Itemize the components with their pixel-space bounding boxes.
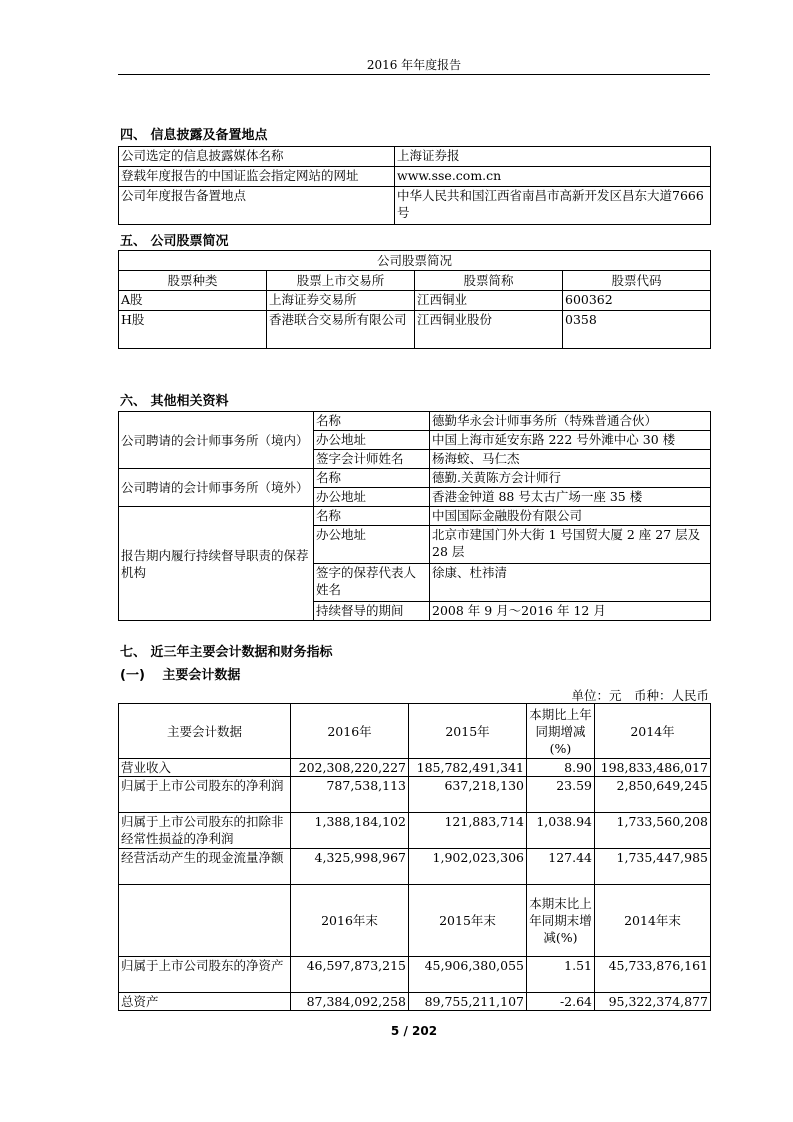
table-row: [119, 849, 711, 885]
row-value: 上海证券报: [395, 147, 711, 167]
table-cell: -2.64: [527, 993, 595, 1011]
field-value: 2008 年 9 月～2016 年 12 月: [430, 602, 711, 621]
table-title: 公司股票简况: [119, 251, 711, 271]
row-label: 公司年度报告备置地点: [119, 187, 395, 225]
field-key: 办公地址: [314, 526, 430, 564]
column-header: 股票种类: [119, 271, 267, 291]
table-cell: 121,883,714: [409, 813, 527, 849]
field-value: 德勤华永会计师事务所（特殊普通合伙）: [430, 412, 711, 431]
table-cell: A股: [119, 291, 267, 311]
row-label: 营业收入: [119, 759, 291, 777]
table-cell: 87,384,092,258: [291, 993, 409, 1011]
table-cell: 1,038.94: [527, 813, 595, 849]
row-label: 经营活动产生的现金流量净额: [119, 849, 291, 885]
table-cell: 23.59: [527, 777, 595, 813]
field-key: 签字会计师姓名: [314, 450, 430, 469]
table-row: [119, 813, 711, 849]
table-row: [119, 167, 711, 187]
column-header: 股票简称: [415, 271, 563, 291]
table-cell: 2,850,649,245: [595, 777, 711, 813]
field-key: 签字的保荐代表人姓名: [314, 564, 430, 602]
section-5-heading: 五、 公司股票简况: [120, 234, 229, 249]
table-cell: 45,733,876,161: [595, 957, 711, 993]
row-value: 中华人民共和国江西省南昌市高新开发区昌东大道7666号: [395, 187, 711, 225]
field-value: 徐康、杜祎清: [430, 564, 711, 602]
field-value: 香港金钟道 88 号太古广场一座 35 楼: [430, 488, 711, 507]
table-cell: 1,388,184,102: [291, 813, 409, 849]
table-cell: 1,902,023,306: [409, 849, 527, 885]
row-label: 总资产: [119, 993, 291, 1011]
field-key: 办公地址: [314, 488, 430, 507]
column-header: 2015年末: [409, 885, 527, 957]
field-value: 中国上海市延安东路 222 号外滩中心 30 楼: [430, 431, 711, 450]
table-cell: 127.44: [527, 849, 595, 885]
column-header: 主要会计数据: [119, 704, 291, 759]
table-row: [119, 759, 711, 777]
overseas-auditor-label: 公司聘请的会计师事务所（境外）: [119, 469, 314, 507]
row-label: 归属于上市公司股东的净利润: [119, 777, 291, 813]
table-cell: 1,733,560,208: [595, 813, 711, 849]
table-row: [119, 291, 711, 311]
section-4-heading: 四、 信息披露及备置地点: [120, 128, 268, 143]
column-header: 2015年: [409, 704, 527, 759]
column-header: 2014年: [595, 704, 711, 759]
table-cell: 185,782,491,341: [409, 759, 527, 777]
table-row: [119, 993, 711, 1011]
row-label: 归属于上市公司股东的净资产: [119, 957, 291, 993]
table-cell: 江西铜业: [415, 291, 563, 311]
table-cell: 95,322,374,877: [595, 993, 711, 1011]
table-cell: 787,538,113: [291, 777, 409, 813]
section-7-heading: 七、 近三年主要会计数据和财务指标: [120, 645, 333, 660]
sponsor-label: 报告期内履行持续督导职责的保荐机构: [119, 507, 314, 621]
column-header: 本期比上年同期增减(%): [527, 704, 595, 759]
table-row: [119, 469, 711, 488]
table-row: [119, 777, 711, 813]
page-header: 2016 年年度报告: [366, 58, 462, 72]
table-row: [119, 957, 711, 993]
table-cell: 198,833,486,017: [595, 759, 711, 777]
column-header: 2016年: [291, 704, 409, 759]
field-key: 名称: [314, 412, 430, 431]
table-cell: 香港联合交易所有限公司: [267, 311, 415, 349]
table-cell: 1.51: [527, 957, 595, 993]
header-divider: [118, 74, 710, 75]
table-cell: 600362: [563, 291, 711, 311]
field-value: 杨海蛟、马仁杰: [430, 450, 711, 469]
field-key: 名称: [314, 469, 430, 488]
table-cell: 8.90: [527, 759, 595, 777]
table-cell: 202,308,220,227: [291, 759, 409, 777]
financial-table: [118, 703, 711, 1011]
field-key: 持续督导的期间: [314, 602, 430, 621]
other-info-table: [118, 411, 711, 621]
unit-note: 单位：元 币种：人民币: [571, 688, 709, 703]
table-cell: 江西铜业股份: [415, 311, 563, 349]
column-header: 股票代码: [563, 271, 711, 291]
table-cell: 89,755,211,107: [409, 993, 527, 1011]
column-header: [119, 885, 291, 957]
table-cell: 45,906,380,055: [409, 957, 527, 993]
field-key: 名称: [314, 507, 430, 526]
table-row: [119, 147, 711, 167]
section-6-heading: 六、 其他相关资料: [120, 394, 229, 409]
table-cell: 0358: [563, 311, 711, 349]
column-header: 本期末比上年同期末增减(%): [527, 885, 595, 957]
field-value: 德勤.关黄陈方会计师行: [430, 469, 711, 488]
column-header: 2016年末: [291, 885, 409, 957]
table-cell: H股: [119, 311, 267, 349]
table-cell: 637,218,130: [409, 777, 527, 813]
field-value: 中国国际金融股份有限公司: [430, 507, 711, 526]
table-row: [119, 412, 711, 431]
row-label: 登载年度报告的中国证监会指定网站的网址: [119, 167, 395, 187]
table-cell: 4,325,998,967: [291, 849, 409, 885]
table-cell: 1,735,447,985: [595, 849, 711, 885]
table-cell: 46,597,873,215: [291, 957, 409, 993]
row-label: 公司选定的信息披露媒体名称: [119, 147, 395, 167]
table-row: [119, 507, 711, 526]
row-value: www.sse.com.cn: [395, 167, 711, 187]
disclosure-table: [118, 146, 711, 225]
field-value: 北京市建国门外大街 1 号国贸大厦 2 座 27 层及 28 层: [430, 526, 711, 564]
column-header: 股票上市交易所: [267, 271, 415, 291]
table-header-row: [119, 704, 711, 759]
field-key: 办公地址: [314, 431, 430, 450]
domestic-auditor-label: 公司聘请的会计师事务所（境内）: [119, 412, 314, 469]
stock-table: [118, 250, 711, 349]
table-cell: 上海证券交易所: [267, 291, 415, 311]
column-header: 2014年末: [595, 885, 711, 957]
table-row: [119, 187, 711, 225]
table-row: [119, 311, 711, 349]
table-header-row: [119, 271, 711, 291]
table-header-row: [119, 885, 711, 957]
page-number: 5 / 202: [390, 1024, 438, 1038]
section-7-subheading: (一) 主要会计数据: [120, 668, 241, 683]
table-row: [119, 251, 711, 271]
row-label: 归属于上市公司股东的扣除非经常性损益的净利润: [119, 813, 291, 849]
